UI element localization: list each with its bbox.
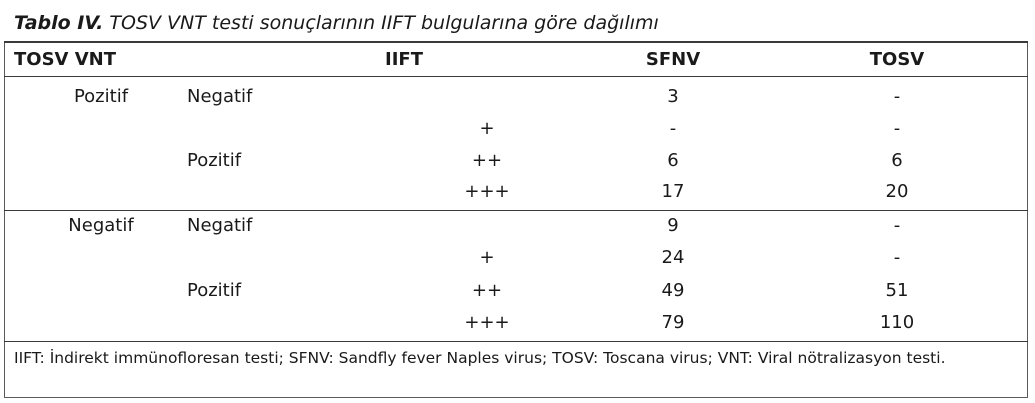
cell-iift-result: Negatif <box>187 86 253 107</box>
header-sfnv: SFNV <box>645 49 701 70</box>
cell-iift-level: +++ <box>464 181 510 202</box>
table-footnote: IIFT: İndirekt immünofloresan testi; SFNV: Sandfly fever Naples virus; TOSV: Toscana virus; VNT: Viral nötralizasyon testi. <box>14 349 946 367</box>
cell-sfnv: 79 <box>661 312 685 333</box>
header-tosv: TOSV <box>869 49 925 70</box>
cell-sfnv: 17 <box>661 181 685 202</box>
cell-tosv: - <box>893 86 901 107</box>
cell-tosv: 6 <box>891 150 903 171</box>
cell-sfnv: 24 <box>661 247 685 268</box>
cell-sfnv: - <box>669 118 677 139</box>
cell-iift-result: Pozitif <box>187 280 242 301</box>
table-caption <box>4 5 1028 41</box>
table-bottom-rule <box>4 341 1028 342</box>
cell-iift-level: ++ <box>471 150 503 171</box>
header-tosv-vnt: TOSV VNT <box>14 49 117 70</box>
cell-tosv: 20 <box>885 181 909 202</box>
caption-label: Tablo IV. <box>14 12 104 34</box>
header-top-rule <box>4 41 1028 43</box>
cell-tosv: - <box>893 247 901 268</box>
cell-tosv: 51 <box>885 280 909 301</box>
cell-sfnv: 3 <box>667 86 679 107</box>
cell-iift-result: Pozitif <box>187 150 242 171</box>
cell-sfnv: 9 <box>667 215 679 236</box>
header-bottom-rule <box>4 76 1028 77</box>
cell-tosv-vnt: Pozitif <box>73 86 129 107</box>
cell-sfnv: 6 <box>667 150 679 171</box>
cell-tosv: - <box>893 215 901 236</box>
group-divider-rule <box>4 210 1028 211</box>
cell-iift-result: Negatif <box>187 215 253 236</box>
header-iift: IIFT <box>385 49 423 70</box>
cell-iift-level: +++ <box>464 312 510 333</box>
cell-tosv: - <box>893 118 901 139</box>
cell-tosv-vnt: Negatif <box>68 215 134 236</box>
cell-tosv: 110 <box>879 312 915 333</box>
caption-text: TOSV VNT testi sonuçlarının IIFT bulgularına göre dağılımı <box>109 12 659 34</box>
cell-sfnv: 49 <box>661 280 685 301</box>
cell-iift-level: + <box>479 118 495 139</box>
cell-iift-level: + <box>479 247 495 268</box>
cell-iift-level: ++ <box>471 280 503 301</box>
